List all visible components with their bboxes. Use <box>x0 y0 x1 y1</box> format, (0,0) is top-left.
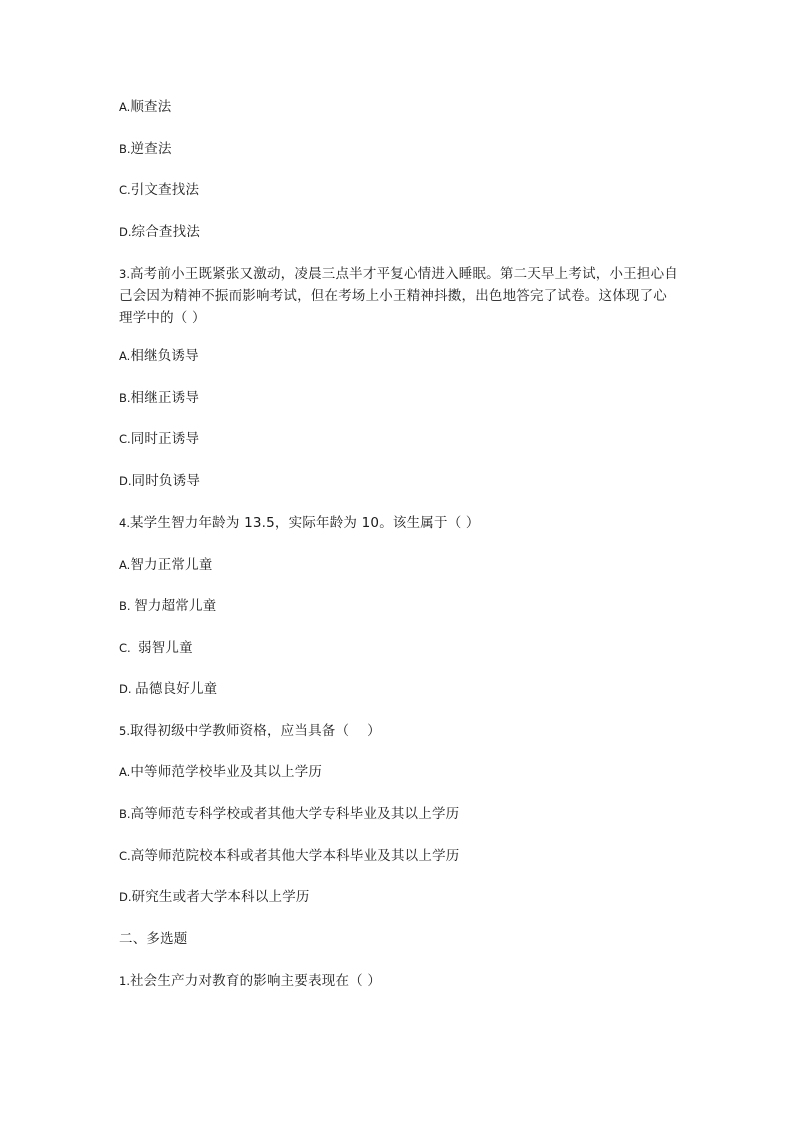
option-c-q2 <box>119 179 679 201</box>
option-text: 顺查法 <box>130 99 172 115</box>
option-label: C. <box>119 432 131 446</box>
option-b-q3 <box>119 387 679 409</box>
option-text: 同时正诱导 <box>130 431 200 447</box>
option-label: A. <box>119 558 131 572</box>
option-label: B. <box>119 807 131 821</box>
option-text: 高等师范院校本科或者其他大学本科毕业及其以上学历 <box>130 848 460 864</box>
option-b-q2 <box>119 138 679 160</box>
option-label: C. <box>119 849 131 863</box>
option-text: 引文查找法 <box>130 182 200 198</box>
option-c-q4 <box>119 637 679 659</box>
option-d-q2 <box>119 221 679 243</box>
section-title: 二、多选题 <box>119 931 188 947</box>
option-a-q2 <box>119 96 679 118</box>
option-text: 高等师范专科学校或者其他大学专科毕业及其以上学历 <box>130 806 460 822</box>
question-text: 高考前小王既紧张又激动，凌晨三点半才平复心情进入睡眠。第二天早上考试，小王担心自己会因为精神不振而影响考试，但在考场上小王精神抖擞，出色地答完了试卷。这体现了心理学中的（ ） <box>119 266 678 326</box>
question-1-stem <box>119 970 679 992</box>
option-d-q3 <box>119 470 679 492</box>
option-c-q5 <box>119 845 679 867</box>
option-c-q3 <box>119 428 679 450</box>
option-b-q4 <box>119 595 679 617</box>
option-text: 品德良好儿童 <box>135 681 218 697</box>
option-d-q5 <box>119 886 679 908</box>
option-b-q5 <box>119 803 679 825</box>
question-4-stem <box>119 512 679 534</box>
option-label: D. <box>119 474 132 488</box>
option-label: B. <box>119 391 131 405</box>
option-text: 相继负诱导 <box>130 348 199 364</box>
option-text: 综合查找法 <box>131 224 201 240</box>
option-label: B. <box>119 142 131 156</box>
question-number: 5. <box>119 724 130 738</box>
question-number: 3. <box>119 267 130 281</box>
question-text: 社会生产力对教育的影响主要表现在（ ） <box>129 973 382 989</box>
option-text: 中等师范学校毕业及其以上学历 <box>130 764 323 780</box>
option-d-q4 <box>119 678 679 700</box>
option-a-q3 <box>119 345 679 367</box>
option-a-q5 <box>119 761 679 783</box>
question-number: 4. <box>119 516 130 530</box>
option-label: A. <box>119 349 131 363</box>
question-number: 1. <box>119 974 130 988</box>
option-text: 研究生或者大学本科以上学历 <box>131 889 310 905</box>
question-3-stem <box>119 263 679 329</box>
option-text: 智力超常儿童 <box>134 598 217 614</box>
option-label: D. <box>119 682 136 696</box>
option-label: D. <box>119 225 132 239</box>
option-text: 相继正诱导 <box>130 390 200 406</box>
section-heading-multiple-choice <box>119 928 679 950</box>
option-label: B. <box>119 599 135 613</box>
option-a-q4 <box>119 554 679 576</box>
question-text: 取得初级中学教师资格，应当具备（ ） <box>129 723 381 739</box>
option-label: C. <box>119 183 131 197</box>
option-text: 同时负诱导 <box>131 473 201 489</box>
question-text: 某学生智力年龄为 13.5，实际年龄为 10。该生属于（ ） <box>129 515 480 531</box>
option-label: A. <box>119 100 131 114</box>
question-5-stem <box>119 720 679 742</box>
option-label: D. <box>119 890 132 904</box>
option-label: A. <box>119 765 131 779</box>
option-text: 弱智儿童 <box>138 640 193 656</box>
option-label: C. <box>119 641 138 655</box>
option-text: 智力正常儿童 <box>130 557 213 573</box>
option-text: 逆查法 <box>130 141 172 157</box>
